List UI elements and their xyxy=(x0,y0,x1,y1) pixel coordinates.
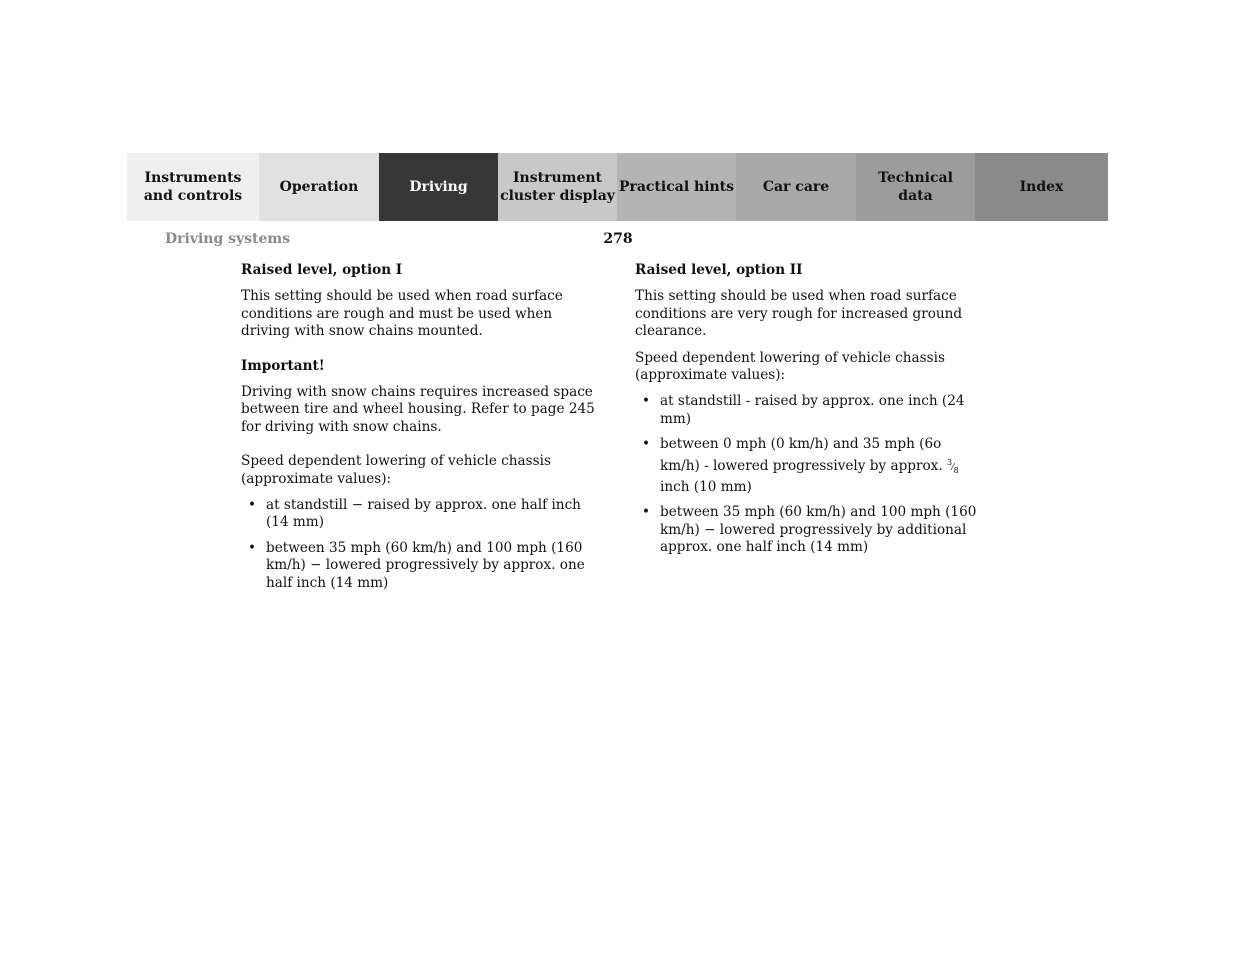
important-text xyxy=(241,384,597,436)
right-column xyxy=(635,262,985,565)
list-item xyxy=(635,504,985,556)
list-item xyxy=(241,540,597,592)
option-1-heading: Raised level, option I xyxy=(241,262,403,278)
option-2-heading: Raised level, option II xyxy=(635,262,803,278)
bullet-icon: • xyxy=(642,393,651,410)
bullet-icon: • xyxy=(642,436,651,453)
list-item-text: at standstill − raised by approx. one half inch (14 mm) xyxy=(266,497,581,531)
section-title: Driving systems xyxy=(165,231,291,247)
list-item-text-before: between 0 mph (0 km/h) and 35 mph (6o km/h) - lowered progressively by approx. xyxy=(660,436,947,474)
tab-technical-data[interactable]: Technical data xyxy=(856,153,975,221)
list-item xyxy=(635,393,985,428)
left-column xyxy=(241,262,597,600)
bullet-icon: • xyxy=(248,497,257,514)
list-item-text: at standstill - raised by approx. one inch (24 mm) xyxy=(660,393,965,427)
tab-driving[interactable]: Driving xyxy=(379,153,498,221)
list-item xyxy=(241,497,597,532)
option-1-bullet-list xyxy=(241,497,597,592)
tab-car-care[interactable]: Car care xyxy=(736,153,856,221)
option-2-intro: This setting should be used when road surface conditions are very rough for increased ground clearance. xyxy=(635,288,963,340)
fraction-numerator: 3 xyxy=(946,457,953,467)
tab-index[interactable]: Index xyxy=(975,153,1108,221)
bullet-icon: • xyxy=(248,539,257,556)
tab-instruments-and-controls[interactable]: Instruments and controls xyxy=(127,153,259,221)
fraction: $^3⁄_8$ xyxy=(946,457,959,475)
tab-practical-hints[interactable]: Practical hints xyxy=(617,153,736,221)
important-text-content: Driving with snow chains requires increased space between tire and wheel housing. Refer to page 245 for driving with snow chains. xyxy=(241,384,595,435)
page-number: 278 xyxy=(603,231,633,247)
tab-operation[interactable]: Operation xyxy=(259,153,379,221)
list-item-text: between 35 mph (60 km/h) and 100 mph (160 km/h) − lowered progressively by approx. one half inch (14 mm) xyxy=(266,539,585,591)
important-heading: Important! xyxy=(241,357,325,374)
bullet-icon: • xyxy=(642,504,651,521)
option-1-speed-text: Speed dependent lowering of vehicle chassis (approximate values): xyxy=(241,453,551,487)
section-tab-bar xyxy=(127,153,1108,221)
option-1-intro: This setting should be used when road surface conditions are rough and must be used when driving with snow chains mounted. xyxy=(241,288,563,340)
option-2-bullet-list xyxy=(635,393,985,556)
option-2-speed-text: Speed dependent lowering of vehicle chassis (approximate values): xyxy=(635,349,945,384)
list-item xyxy=(635,436,985,496)
list-item-text: between 35 mph (60 km/h) and 100 mph (160 km/h) − lowered progressively by additional approx. one half inch (14 mm) xyxy=(660,504,977,556)
tab-instrument-cluster-display[interactable]: Instrument cluster display xyxy=(498,153,617,221)
fraction-denominator: 8 xyxy=(953,465,959,475)
list-item-text xyxy=(660,436,959,495)
list-item-text-after: inch (10 mm) xyxy=(660,479,752,496)
